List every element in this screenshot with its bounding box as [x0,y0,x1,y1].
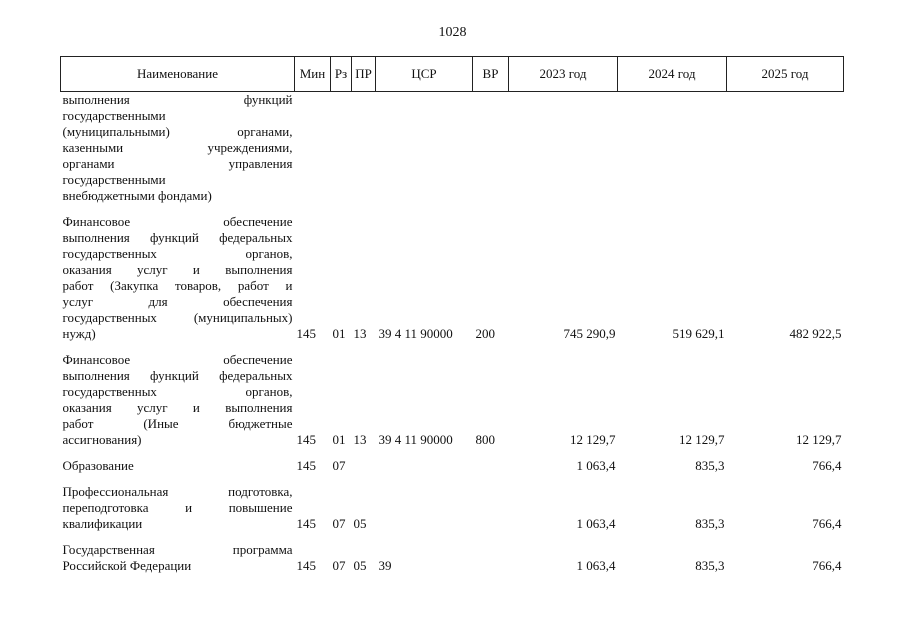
name-line: Профессиональная подготовка, [62,484,293,499]
cell-csr: 39 [378,558,392,573]
cell-csr: 39 4 11 90000 [378,432,453,447]
name-line: квалификации [62,516,143,531]
row-spacer [61,448,844,458]
cell-rz: 07 [332,458,346,473]
name-line: органами управления [62,156,293,171]
table-header [61,57,844,92]
cell-2024: 12 129,7 [679,432,725,447]
page-number: 1028 [438,25,467,40]
cell-name [61,352,295,448]
cell-min: 145 [296,558,316,573]
table-row [61,214,844,342]
column-header-vr: ВР [473,57,509,92]
cell-name [61,214,295,342]
name-line: Финансовое обеспечение [62,214,293,229]
cell-pr [352,92,376,205]
table-body [61,92,844,575]
cell-2025 [727,92,844,205]
cell-csr [376,458,473,474]
cell-pr [352,458,376,474]
cell-min: 145 [296,432,316,447]
column-header-rz: Рз [331,57,352,92]
column-header-pr: ПР [352,57,376,92]
cell-min: 145 [296,516,316,531]
name-line: оказания услуг и выполнения [62,262,293,277]
cell-csr: 39 4 11 90000 [378,326,453,341]
cell-min: 145 [296,326,316,341]
cell-rz: 01 [332,432,346,447]
row-spacer [61,204,844,214]
cell-2023: 1 063,4 [576,558,616,573]
cell-pr: 13 [353,326,367,341]
cell-rz: 01 [332,326,346,341]
cell-name [61,542,295,574]
cell-name [61,484,295,532]
table-row [61,542,844,574]
cell-csr [376,484,473,532]
cell-vr [473,542,509,574]
cell-2025: 766,4 [812,516,842,531]
cell-min: 145 [296,458,316,473]
name-line: Финансовое обеспечение [62,352,293,367]
cell-name [61,92,295,205]
name-line: переподготовка и повышение [62,500,293,515]
cell-rz [331,92,352,205]
cell-2025: 766,4 [812,558,842,573]
cell-2025: 12 129,7 [796,432,842,447]
cell-pr: 05 [353,516,367,531]
cell-pr: 05 [353,558,367,573]
cell-2023: 1 063,4 [576,458,616,473]
name-line: нужд) [62,326,96,341]
cell-min [295,92,331,205]
cell-2024: 835,3 [695,558,725,573]
cell-vr [473,92,509,205]
cell-2023: 745 290,9 [563,326,616,341]
column-header-csr: ЦСР [376,57,473,92]
cell-2023: 1 063,4 [576,516,616,531]
column-header-2023: 2023 год [509,57,618,92]
cell-name [61,458,295,474]
name-line: услуг для обеспечения [62,294,293,309]
cell-pr: 13 [353,432,367,447]
table-row [61,484,844,532]
name-line: государственных (муниципальных) [62,310,293,325]
name-line: государственными [62,108,166,123]
name-line: выполнения функций [62,92,293,107]
cell-2024 [618,92,727,205]
table-row [61,92,844,205]
name-line: Российской Федерации [62,558,192,573]
cell-vr [473,484,509,532]
cell-2025: 766,4 [812,458,842,473]
cell-vr [473,458,509,474]
cell-vr: 200 [475,326,495,341]
name-line: государственными [62,172,166,187]
name-line: выполнения функций федеральных [62,230,293,245]
name-line: казенными учреждениями, [62,140,293,155]
budget-table [60,56,844,574]
name-line: государственных органов, [62,246,293,261]
name-line: Государственная программа [62,542,293,557]
column-header-name: Наименование [61,57,295,92]
table-row [61,458,844,474]
name-line: оказания услуг и выполнения [62,400,293,415]
name-line: ассигнования) [62,432,142,447]
cell-rz: 07 [332,558,346,573]
column-header-2025: 2025 год [727,57,844,92]
column-header-2024: 2024 год [618,57,727,92]
name-line: внебюджетными фондами) [62,188,212,203]
cell-2023 [509,92,618,205]
name-line: выполнения функций федеральных [62,368,293,383]
name-line: Образование [62,458,134,473]
cell-2023: 12 129,7 [570,432,616,447]
row-spacer [61,342,844,352]
cell-vr: 800 [475,432,495,447]
name-line: работ (Закупка товаров, работ и [62,278,293,293]
column-header-min: Мин [295,57,331,92]
cell-2024: 835,3 [695,516,725,531]
cell-rz: 07 [332,516,346,531]
cell-2024: 519 629,1 [672,326,725,341]
name-line: (муниципальными) органами, [62,124,293,139]
name-line: работ (Иные бюджетные [62,416,293,431]
row-spacer [61,474,844,484]
table-row [61,352,844,448]
name-line: государственных органов, [62,384,293,399]
cell-2024: 835,3 [695,458,725,473]
cell-2025: 482 922,5 [789,326,842,341]
cell-csr [376,92,473,205]
row-spacer [61,532,844,542]
